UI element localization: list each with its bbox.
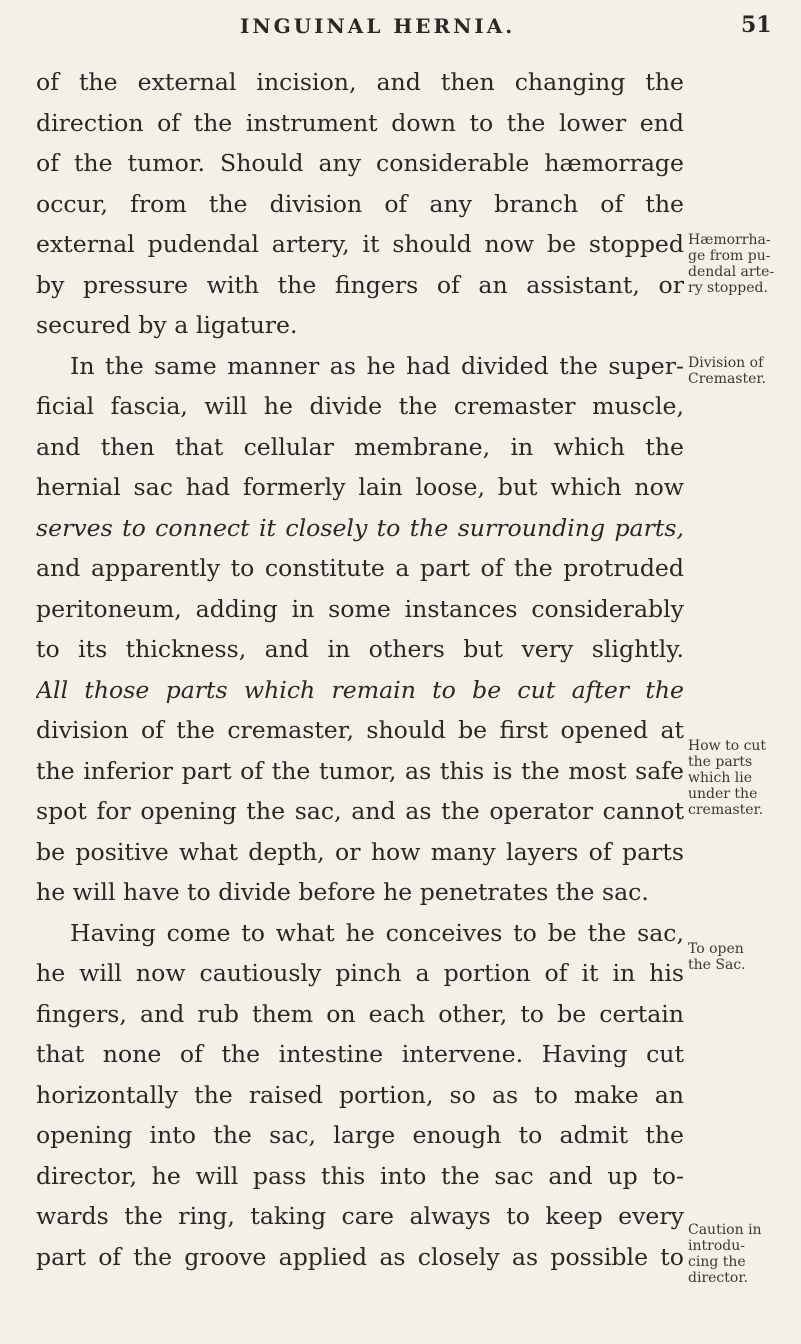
margin-note-line: dendal arte- (688, 264, 775, 280)
margin-note-line: under the (688, 786, 758, 802)
text-line: direction of the instrument down to the lower end (36, 108, 684, 137)
text-line: of the tumor. Should any considerable hæmorrage (36, 149, 684, 177)
margin-note-line: director. (688, 1270, 748, 1286)
text-line: be positive what depth, or how many layers of parts (36, 837, 684, 866)
text-line: All those parts which remain to be cut after the (36, 675, 684, 704)
text-line: serves to connect it closely to the surrounding parts, (36, 513, 684, 542)
text-line: Having come to what he conceives to be the sac, (70, 918, 684, 947)
margin-note-open-sac (688, 941, 800, 973)
margin-note-line: Caution in (688, 1222, 762, 1238)
text-line: that none of the intestine intervene. Having cut (36, 1040, 684, 1068)
text-line: spot for opening the sac, and as the operator cannot (36, 797, 684, 825)
margin-note-line: To open (688, 941, 744, 957)
text-line: of the external incision, and then changing the (36, 68, 684, 96)
page-number: 51 (741, 12, 772, 38)
text-line: director, he will pass this into the sac and up to- (36, 1161, 684, 1190)
margin-note-line: Hæmorrha- (688, 232, 771, 248)
margin-note-line: ge from pu- (688, 248, 771, 264)
margin-note-line: introdu- (688, 1238, 745, 1254)
margin-note-line: cremaster. (688, 802, 764, 818)
text-line: the inferior part of the tumor, as this is the most safe (36, 756, 684, 785)
margin-note-line: Division of (688, 355, 764, 371)
margin-note-how-to-cut (688, 738, 800, 818)
running-title: INGUINAL HERNIA. (240, 14, 516, 38)
margin-note-haemorrhage (688, 232, 800, 296)
text-line: occur, from the division of any branch of the (36, 189, 684, 218)
text-line: external pudendal artery, it should now be stopped (36, 230, 684, 258)
text-line: he will now cautiously pinch a portion of it in his (36, 959, 684, 987)
text-line: horizontally the raised portion, so as to make an (36, 1080, 684, 1109)
text-line: secured by a ligature. (36, 311, 298, 339)
text-line: division of the cremaster, should be first opened at (36, 716, 684, 744)
text-line: ficial fascia, will he divide the cremaster muscle, (36, 392, 684, 420)
text-line: In the same manner as he had divided the super- (70, 351, 684, 380)
margin-note-line: the parts (688, 754, 753, 770)
text-line: peritoneum, adding in some instances considerably (36, 594, 684, 623)
margin-note-line: which lie (688, 770, 753, 786)
text-line: wards the ring, taking care always to keep every (36, 1202, 684, 1230)
text-line: and apparently to constitute a part of the protruded (36, 554, 684, 582)
text-line: part of the groove applied as closely as possible to (36, 1242, 684, 1271)
margin-note-line: How to cut (688, 738, 767, 754)
margin-note-line: Cremaster. (688, 371, 767, 387)
margin-note-caution (688, 1222, 800, 1286)
text-line: and then that cellular membrane, in which the (36, 432, 684, 461)
margin-note-cremaster (688, 355, 800, 387)
text-line: by pressure with the fingers of an assistant, or (36, 270, 684, 299)
margin-note-line: cing the (688, 1254, 746, 1270)
text-line: hernial sac had formerly lain loose, but which now (36, 473, 684, 501)
text-line: fingers, and rub them on each other, to be certain (36, 999, 684, 1028)
text-line: opening into the sac, large enough to admit the (36, 1121, 684, 1149)
margin-note-line: the Sac. (688, 957, 746, 973)
text-line: to its thickness, and in others but very slightly. (36, 635, 684, 663)
text-line: he will have to divide before he penetrates the sac. (36, 878, 649, 906)
margin-note-line: ry stopped. (688, 280, 768, 296)
